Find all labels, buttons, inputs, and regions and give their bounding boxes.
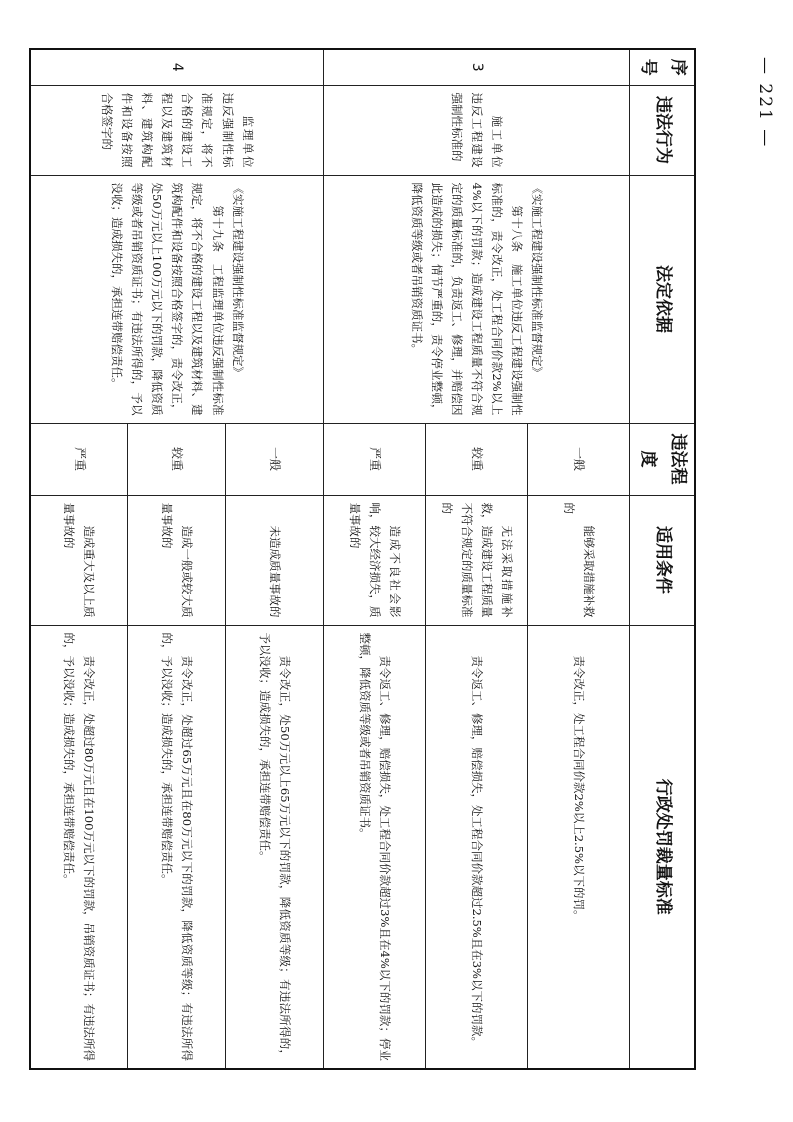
legal-basis-title: 《实施工程建设强制性标准监督规定》 xyxy=(530,182,545,378)
violation-act: 监理单位违反强制性标准规定，将不合格的建设工程以及建筑材料、建筑构配件和设备按照合格签字的 xyxy=(30,85,324,175)
standard-cell: 责令改正，处超过65万元且在80万元以下的罚款，降低资质等级；有违法所得的，予以没收；造成损失的，承担连带赔偿责任。 xyxy=(128,625,226,1069)
header-condition: 适用条件 xyxy=(630,495,695,625)
row-number: 3 xyxy=(324,49,630,85)
page-number: — 221 — xyxy=(755,57,775,149)
degree-cell: 严重 xyxy=(324,423,426,495)
degree-cell: 一般 xyxy=(528,423,630,495)
condition-cell: 未造成质量事故的 xyxy=(226,495,324,625)
condition-cell: 无法采取措施补救，造成建设工程质量不符合规定的质量标准的 xyxy=(426,495,528,625)
degree-cell: 较重 xyxy=(426,423,528,495)
legal-basis-text: 第十八条 施工单位违反工程建设强制性标准的，责令改正，处工程合同价款2%以上4%以下的罚款；造成建设工程质量不符合规定的质量标准的，负责返工、修理，并赔偿因此造成的损失；情节严重的，责令停业整顿，降低资质等级或者吊销资质证书。 xyxy=(409,182,525,416)
table-header-row xyxy=(630,49,695,1069)
violation-act: 施工单位违反工程建设强制性标准的 xyxy=(324,85,630,175)
condition-cell: 造成重大及以上质量事故的 xyxy=(30,495,128,625)
condition-cell: 造成不良社会影响，较大经济损失，质量事故的 xyxy=(324,495,426,625)
table-row xyxy=(226,49,324,1069)
table-row xyxy=(528,49,630,1069)
penalty-table-sheet xyxy=(59,48,696,1068)
degree-cell: 一般 xyxy=(226,423,324,495)
header-degree: 违法程度 xyxy=(630,423,695,495)
penalty-table xyxy=(29,48,696,1070)
header-standard: 行政处罚裁量标准 xyxy=(630,625,695,1069)
row-number: 4 xyxy=(30,49,324,85)
standard-cell: 责令改正，处超过80万元且在100万元以下的罚款，吊销资质证书；有违法所得的，予以没收；造成损失的，承担连带赔偿责任。 xyxy=(30,625,128,1069)
legal-basis-title: 《实施工程建设强制性标准监督规定》 xyxy=(230,182,245,378)
header-act: 违法行为 xyxy=(630,85,695,175)
header-basis: 法定依据 xyxy=(630,175,695,423)
standard-cell: 责令改正，处工程合同价款2%以上2.5%以下的罚。 xyxy=(528,625,630,1069)
condition-cell: 造成一般或较大质量事故的 xyxy=(128,495,226,625)
standard-cell: 责令改正，处50万元以上65万元以下的罚款，降低资质等级；有违法所得的，予以没收；造成损失的，承担连带赔偿责任。 xyxy=(226,625,324,1069)
legal-basis xyxy=(30,175,324,423)
legal-basis xyxy=(324,175,630,423)
standard-cell: 责令返工、修理，赔偿损失，处工程合同价款超过2.5%且在3%以下的罚款。 xyxy=(426,625,528,1069)
degree-cell: 严重 xyxy=(30,423,128,495)
condition-cell: 能够采取措施补救的 xyxy=(528,495,630,625)
degree-cell: 较重 xyxy=(128,423,226,495)
standard-cell: 责令返工、修理，赔偿损失，处工程合同价款超过3%且在4%以下的罚款；停业整顿，降低资质等级或者吊销资质证书。 xyxy=(324,625,426,1069)
header-no: 序号 xyxy=(630,49,695,85)
legal-basis-text: 第十九条 工程监理单位违反强制性标准规定，将不合格的建设工程以及建筑材料、建筑构配件和设备按照合格签字的，责令改正，处50万元以上100万元以下的罚款，降低资质等级或者吊销资质证书；有违法所得的，予以没收；造成损失的，承担连带赔偿责任。 xyxy=(109,182,225,416)
